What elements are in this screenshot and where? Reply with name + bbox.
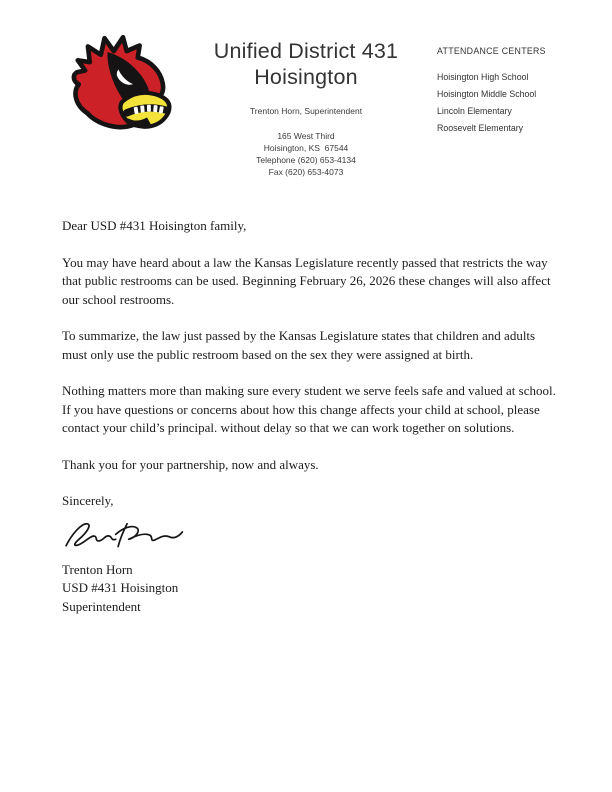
address-fax: Fax (620) 653-4073 [268, 167, 344, 177]
closing: Sincerely, [62, 493, 114, 508]
attendance-centers [437, 46, 597, 137]
attendance-center-item: Lincoln Elementary [437, 106, 512, 116]
attendance-center-item: Hoisington High School [437, 72, 529, 82]
paragraph: Thank you for your partnership, now and always. [62, 456, 319, 472]
handwritten-signature [62, 515, 184, 557]
signer-title: Superintendent [62, 598, 141, 614]
signature-block [62, 561, 556, 617]
address-telephone: Telephone (620) 653-4134 [256, 155, 356, 165]
cardinal-mascot-logo-icon [62, 28, 184, 148]
attendance-centers-heading: ATTENDANCE CENTERS [437, 46, 546, 56]
address-city: Hoisington, KS 67544 [263, 143, 349, 153]
attendance-center-item: Roosevelt Elementary [437, 123, 524, 133]
salutation: Dear USD #431 Hoisington family, [62, 218, 247, 233]
district-title-line1: Unified District 431 [213, 39, 399, 63]
district-letterhead [176, 38, 436, 178]
address-street: 165 West Third [277, 131, 335, 141]
district-title-line2: Hoisington [254, 65, 358, 89]
signer-district: USD #431 Hoisington [62, 580, 179, 595]
paragraph: To summarize, the law just passed by the Kansas Legislature states that children and adults must only use the public restroom based on the sex they were assigned at birth. [62, 328, 536, 362]
paragraph: Nothing matters more than making sure every student we serve feels safe and valued at school. If you have questions or concerns about how this change affects your child at school, please contact your child’s principal. without delay so that we can work together on solutions. [62, 383, 556, 435]
letter-body [62, 217, 556, 616]
paragraph: You may have heard about a law the Kansas Legislature recently passed that restricts the way that public restrooms can be used. Beginning February 26, 2026 these changes will also affect our school restrooms. [62, 254, 551, 307]
signer-name: Trenton Horn [62, 561, 133, 577]
superintendent-line: Trenton Horn, Superintendent [249, 106, 363, 116]
district-address [176, 130, 436, 178]
attendance-center-item: Hoisington Middle School [437, 89, 537, 99]
